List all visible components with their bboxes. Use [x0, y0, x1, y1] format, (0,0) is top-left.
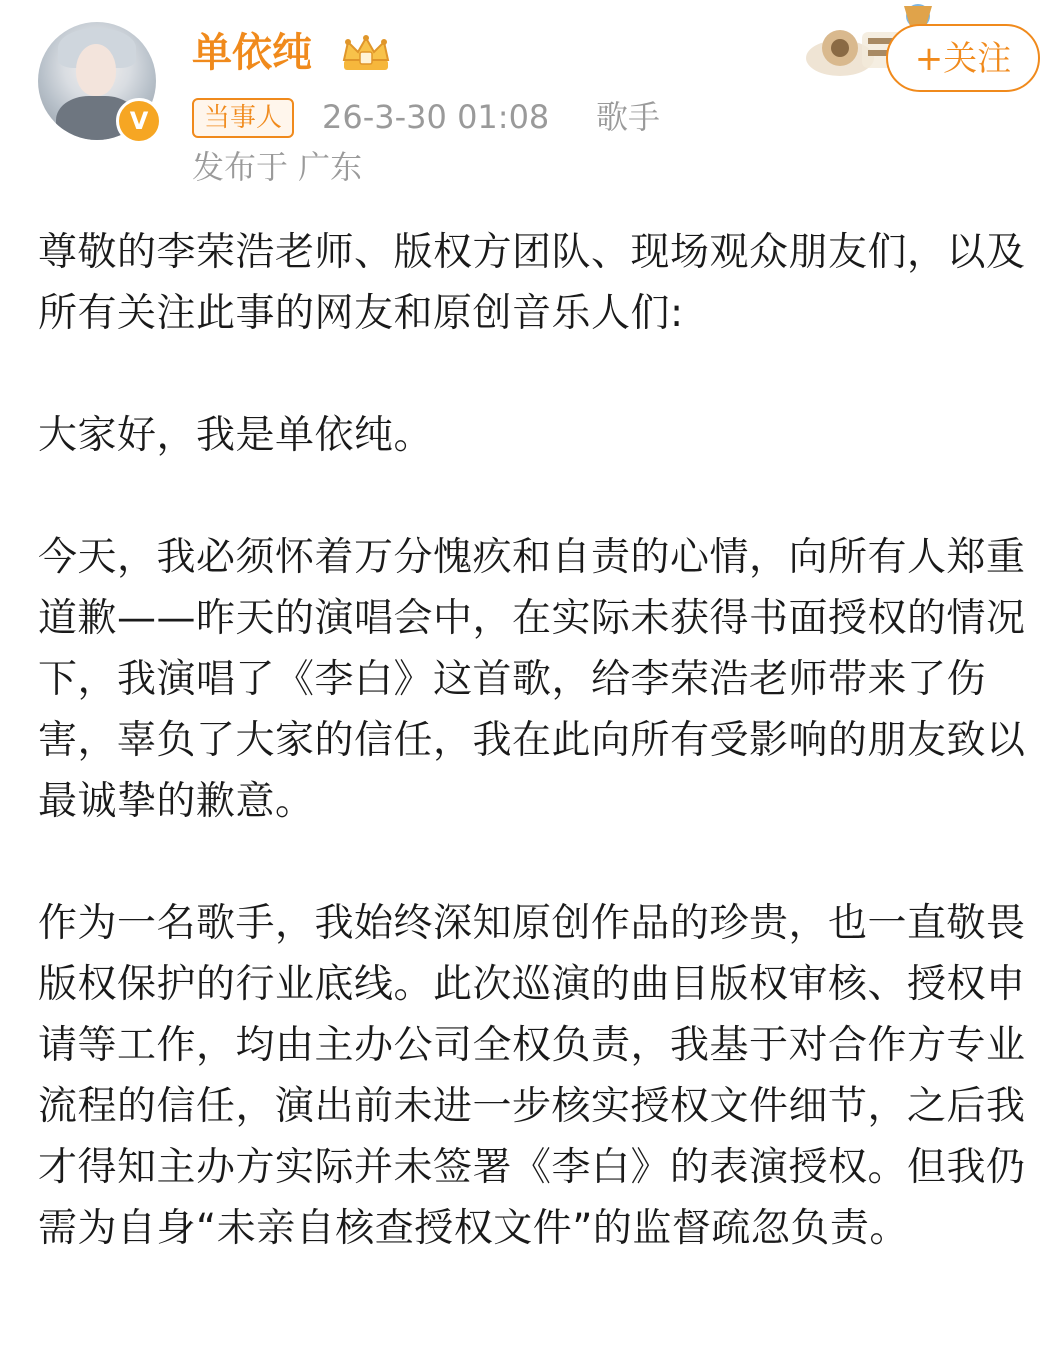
crown-badge-icon[interactable] — [340, 34, 392, 74]
paragraph-apology: 今天，我必须怀着万分愧疚和自责的心情，向所有人郑重道歉——昨天的演唱会中，在实际未获得书面授权的情况下，我演唱了《李白》这首歌，给李荣浩老师带来了伤害，辜负了大家的信任，我在此向所有受影响的朋友致以最诚挚的歉意。 — [38, 535, 1026, 824]
author-name[interactable]: 单依纯 — [192, 30, 312, 76]
avatar-face — [76, 44, 116, 96]
paragraph-gap — [38, 832, 1048, 893]
paragraph-explanation: 作为一名歌手，我始终深知原创作品的珍贵，也一直敬畏版权保护的行业底线。此次巡演的曲目版权审核、授权申请等工作，均由主办公司全权负责，我基于对合作方专业流程的信任，演出前未进一步核实授权文件细节，之后我才得知主办方实际并未签署《李白》的表演授权。但我仍需为自身“未亲自核查授权文件”的监督疏忽负责。 — [38, 901, 1026, 1251]
post-content — [38, 222, 1048, 1259]
author-role: 歌手 — [596, 98, 661, 136]
post-header — [0, 0, 1059, 200]
paragraph-greeting: 尊敬的李荣浩老师、版权方团队、现场观众朋友们，以及所有关注此事的网友和原创音乐人们: — [38, 230, 1026, 336]
post-time: 26-3-30 01:08 — [322, 98, 550, 136]
verified-v-icon: V — [116, 98, 162, 144]
status-badge: 当事人 — [192, 98, 294, 138]
paragraph-gap — [38, 344, 1048, 405]
paragraph-gap — [38, 466, 1048, 527]
paragraph-intro: 大家好，我是单依纯。 — [38, 413, 434, 458]
post-location: 发布于 广东 — [192, 148, 363, 186]
follow-button[interactable]: +关注 — [886, 24, 1040, 92]
